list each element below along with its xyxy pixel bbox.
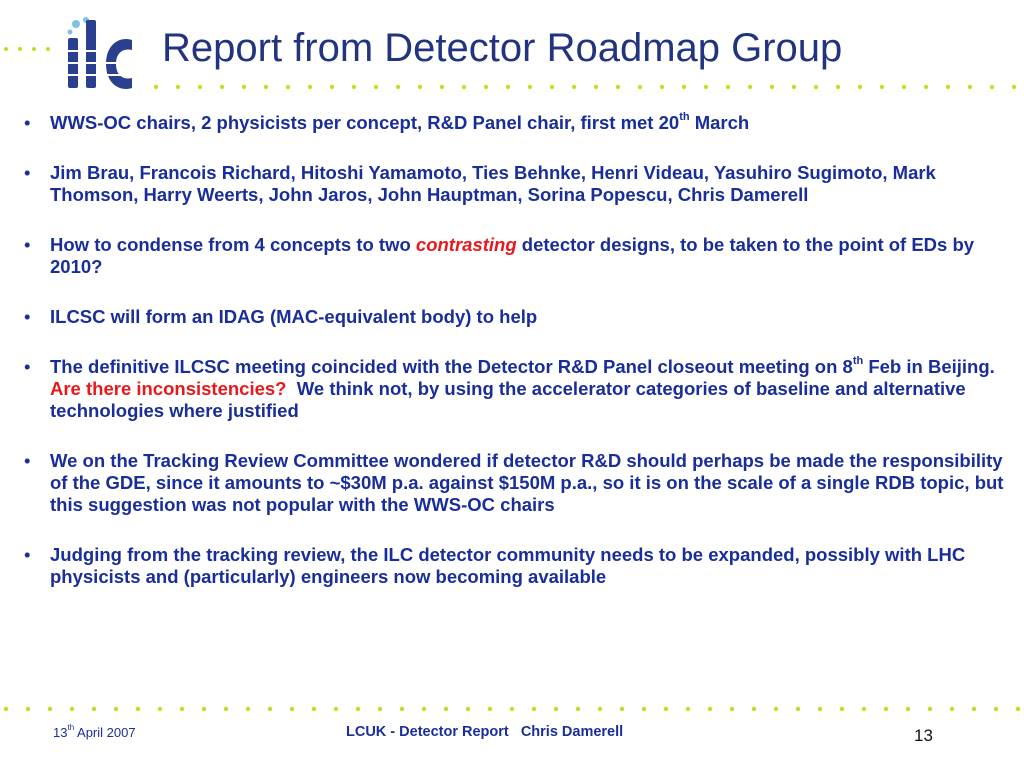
decorative-dot — [114, 707, 118, 711]
decorative-dot — [880, 85, 884, 89]
decorative-dot — [4, 707, 8, 711]
bullet-item: • Jim Brau, Francois Richard, Hitoshi Yamamoto, Ties Behnke, Henri Videau, Yasuhiro Sugimoto, Mark Thomson, Harry Weerts, John Jaros, John Hauptman, Sorina Popescu, Chris Damerell — [24, 162, 936, 205]
decorative-dot — [308, 85, 312, 89]
decorative-dot — [224, 707, 228, 711]
decorative-dot — [902, 85, 906, 89]
decorative-dot — [374, 85, 378, 89]
decorative-dot — [286, 85, 290, 89]
decorative-dot — [946, 85, 950, 89]
decorative-dot — [726, 85, 730, 89]
decorative-dot — [70, 707, 74, 711]
decorative-dot — [202, 707, 206, 711]
decorative-dot — [792, 85, 796, 89]
page-number: 13 — [914, 726, 933, 745]
decorative-dot — [330, 85, 334, 89]
decorative-dot — [638, 85, 642, 89]
decorative-dot — [440, 85, 444, 89]
decorative-dot — [510, 707, 514, 711]
decorative-dot — [660, 85, 664, 89]
decorative-dot — [796, 707, 800, 711]
decorative-dot — [48, 707, 52, 711]
decorative-dot — [400, 707, 404, 711]
decorative-dot — [462, 85, 466, 89]
decorative-dot — [554, 707, 558, 711]
emphasis-inconsistencies: Are there inconsistencies? — [50, 378, 287, 399]
decorative-dot — [594, 85, 598, 89]
decorative-dot — [968, 85, 972, 89]
bullet-marker: • — [24, 162, 31, 183]
footer-dotted-separator — [0, 704, 1024, 714]
decorative-dot — [682, 85, 686, 89]
emphasis-contrasting: contrasting — [415, 234, 517, 255]
decorative-dot — [158, 707, 162, 711]
decorative-dot — [840, 707, 844, 711]
decorative-dot — [664, 707, 668, 711]
bullet-marker: • — [24, 306, 31, 327]
slide-title: Report from Detector Roadmap Group — [162, 26, 843, 70]
decorative-dot — [176, 85, 180, 89]
bullet-item: • The definitive ILCSC meeting coincided with the Detector R&D Panel closeout meeting on 8th Feb in Beijing. Are there inconsistencies? We think not, by using the accelerator categories of baseline and alternative technologies where justified — [24, 354, 1005, 421]
decorative-dot — [268, 707, 272, 711]
decorative-dot — [818, 707, 822, 711]
decorative-dot — [972, 707, 976, 711]
decorative-dot — [396, 85, 400, 89]
decorative-dot — [730, 707, 734, 711]
decorative-dot — [642, 707, 646, 711]
bullet-marker: • — [24, 234, 31, 255]
bullet-item: • We on the Tracking Review Committee wondered if detector R&D should perhaps be made the responsibility of the GDE, since it amounts to ~$30M p.a. against $150M p.a., so it is on the scale of a single RDB topic, but this suggestion was not popular with the WWS-OC chairs — [24, 450, 1004, 515]
decorative-dot — [950, 707, 954, 711]
decorative-dot — [748, 85, 752, 89]
decorative-dot — [180, 707, 184, 711]
decorative-dot — [220, 85, 224, 89]
decorative-dot — [572, 85, 576, 89]
decorative-dot — [92, 707, 96, 711]
decorative-dot — [422, 707, 426, 711]
bullet-marker: • — [24, 356, 31, 377]
decorative-dot — [506, 85, 510, 89]
decorative-dot — [290, 707, 294, 711]
decorative-dot — [484, 85, 488, 89]
decorative-dot — [352, 85, 356, 89]
decorative-dot — [1012, 85, 1016, 89]
decorative-dot — [488, 707, 492, 711]
decorative-dot — [990, 85, 994, 89]
bullet-list — [22, 112, 1022, 616]
decorative-dot — [616, 85, 620, 89]
decorative-dot — [814, 85, 818, 89]
bullet-marker: • — [24, 450, 31, 471]
title-dotted-separator — [150, 82, 1024, 92]
decorative-dot — [928, 707, 932, 711]
decorative-dot — [704, 85, 708, 89]
decorative-dot — [528, 85, 532, 89]
decorative-dot — [418, 85, 422, 89]
decorative-dot — [550, 85, 554, 89]
decorative-dot — [774, 707, 778, 711]
bullet-item: • Judging from the tracking review, the ILC detector community needs to be expanded, possibly with LHC physicists and (particularly) engineers now becoming available — [24, 544, 966, 587]
decorative-dot — [598, 707, 602, 711]
decorative-dot — [378, 707, 382, 711]
decorative-dot — [924, 85, 928, 89]
decorative-dot — [246, 707, 250, 711]
footer-title: LCUK - Detector Report Chris Damerell — [346, 724, 624, 740]
decorative-dot — [198, 85, 202, 89]
decorative-dot — [906, 707, 910, 711]
decorative-dot — [312, 707, 316, 711]
ilc-logo — [60, 14, 144, 94]
decorative-dot — [264, 85, 268, 89]
footer-date: 13th April 2007 — [53, 722, 136, 740]
decorative-dot — [994, 707, 998, 711]
decorative-dot — [532, 707, 536, 711]
decorative-dot — [444, 707, 448, 711]
bullet-item: • WWS-OC chairs, 2 physicists per concept, R&D Panel chair, first met 20th March — [24, 110, 750, 133]
bullet-item: • How to condense from 4 concepts to two contrasting detector designs, to be taken to the point of EDs by 2010? — [24, 234, 975, 277]
bullet-marker: • — [24, 112, 31, 133]
decorative-dot — [154, 85, 158, 89]
bullet-marker: • — [24, 544, 31, 565]
decorative-dot — [466, 707, 470, 711]
decorative-dot — [242, 85, 246, 89]
decorative-dot — [26, 707, 30, 711]
decorative-dot — [836, 85, 840, 89]
decorative-dot — [620, 707, 624, 711]
decorative-dot — [884, 707, 888, 711]
decorative-dot — [1016, 707, 1020, 711]
decorative-dot — [334, 707, 338, 711]
decorative-dot — [752, 707, 756, 711]
bullet-item: • ILCSC will form an IDAG (MAC-equivalent body) to help — [24, 306, 538, 327]
decorative-dot — [770, 85, 774, 89]
decorative-dot — [576, 707, 580, 711]
decorative-dot — [708, 707, 712, 711]
decorative-dot — [136, 707, 140, 711]
decorative-dot — [862, 707, 866, 711]
decorative-dot — [858, 85, 862, 89]
decorative-dot — [686, 707, 690, 711]
decorative-dot — [356, 707, 360, 711]
